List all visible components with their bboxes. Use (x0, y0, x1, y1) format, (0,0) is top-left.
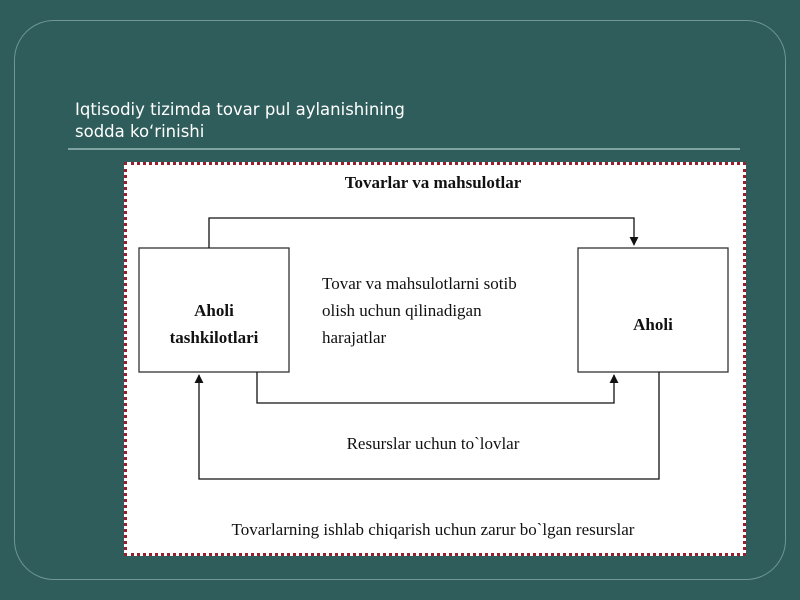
right-box-label: Aholi (633, 315, 673, 334)
diagram-canvas (127, 165, 743, 553)
left-box-label-line-2: tashkilotlari (169, 328, 259, 347)
goods-flow-arrow (209, 218, 634, 248)
slide-title (75, 99, 495, 143)
center-text-line-2: olish uchun qilinadigan (322, 301, 482, 320)
title-divider (68, 148, 740, 150)
left-box-label-line-1: Aholi (194, 301, 234, 320)
top-flow-label: Tovarlar va mahsulotlar (344, 173, 522, 192)
slide-title-line-2: sodda ko‘rinishi (75, 122, 205, 141)
center-text-line-3: harajatlar (322, 328, 387, 347)
bottom-flow-label: Tovarlarning ishlab chiqarish uchun zarur bo`lgan resurslar (231, 520, 635, 539)
center-text-line-1: Tovar va mahsulotlarni sotib (322, 274, 517, 293)
flow-diagram (124, 162, 746, 556)
resources-flow-arrow (199, 372, 659, 479)
middle-flow-label: Resurslar uchun to`lovlar (346, 434, 520, 453)
slide-title-line-1: Iqtisodiy tizimda tovar pul aylanishining (75, 100, 405, 119)
payments-flow-arrow (257, 372, 614, 403)
right-entity-box (578, 248, 728, 372)
